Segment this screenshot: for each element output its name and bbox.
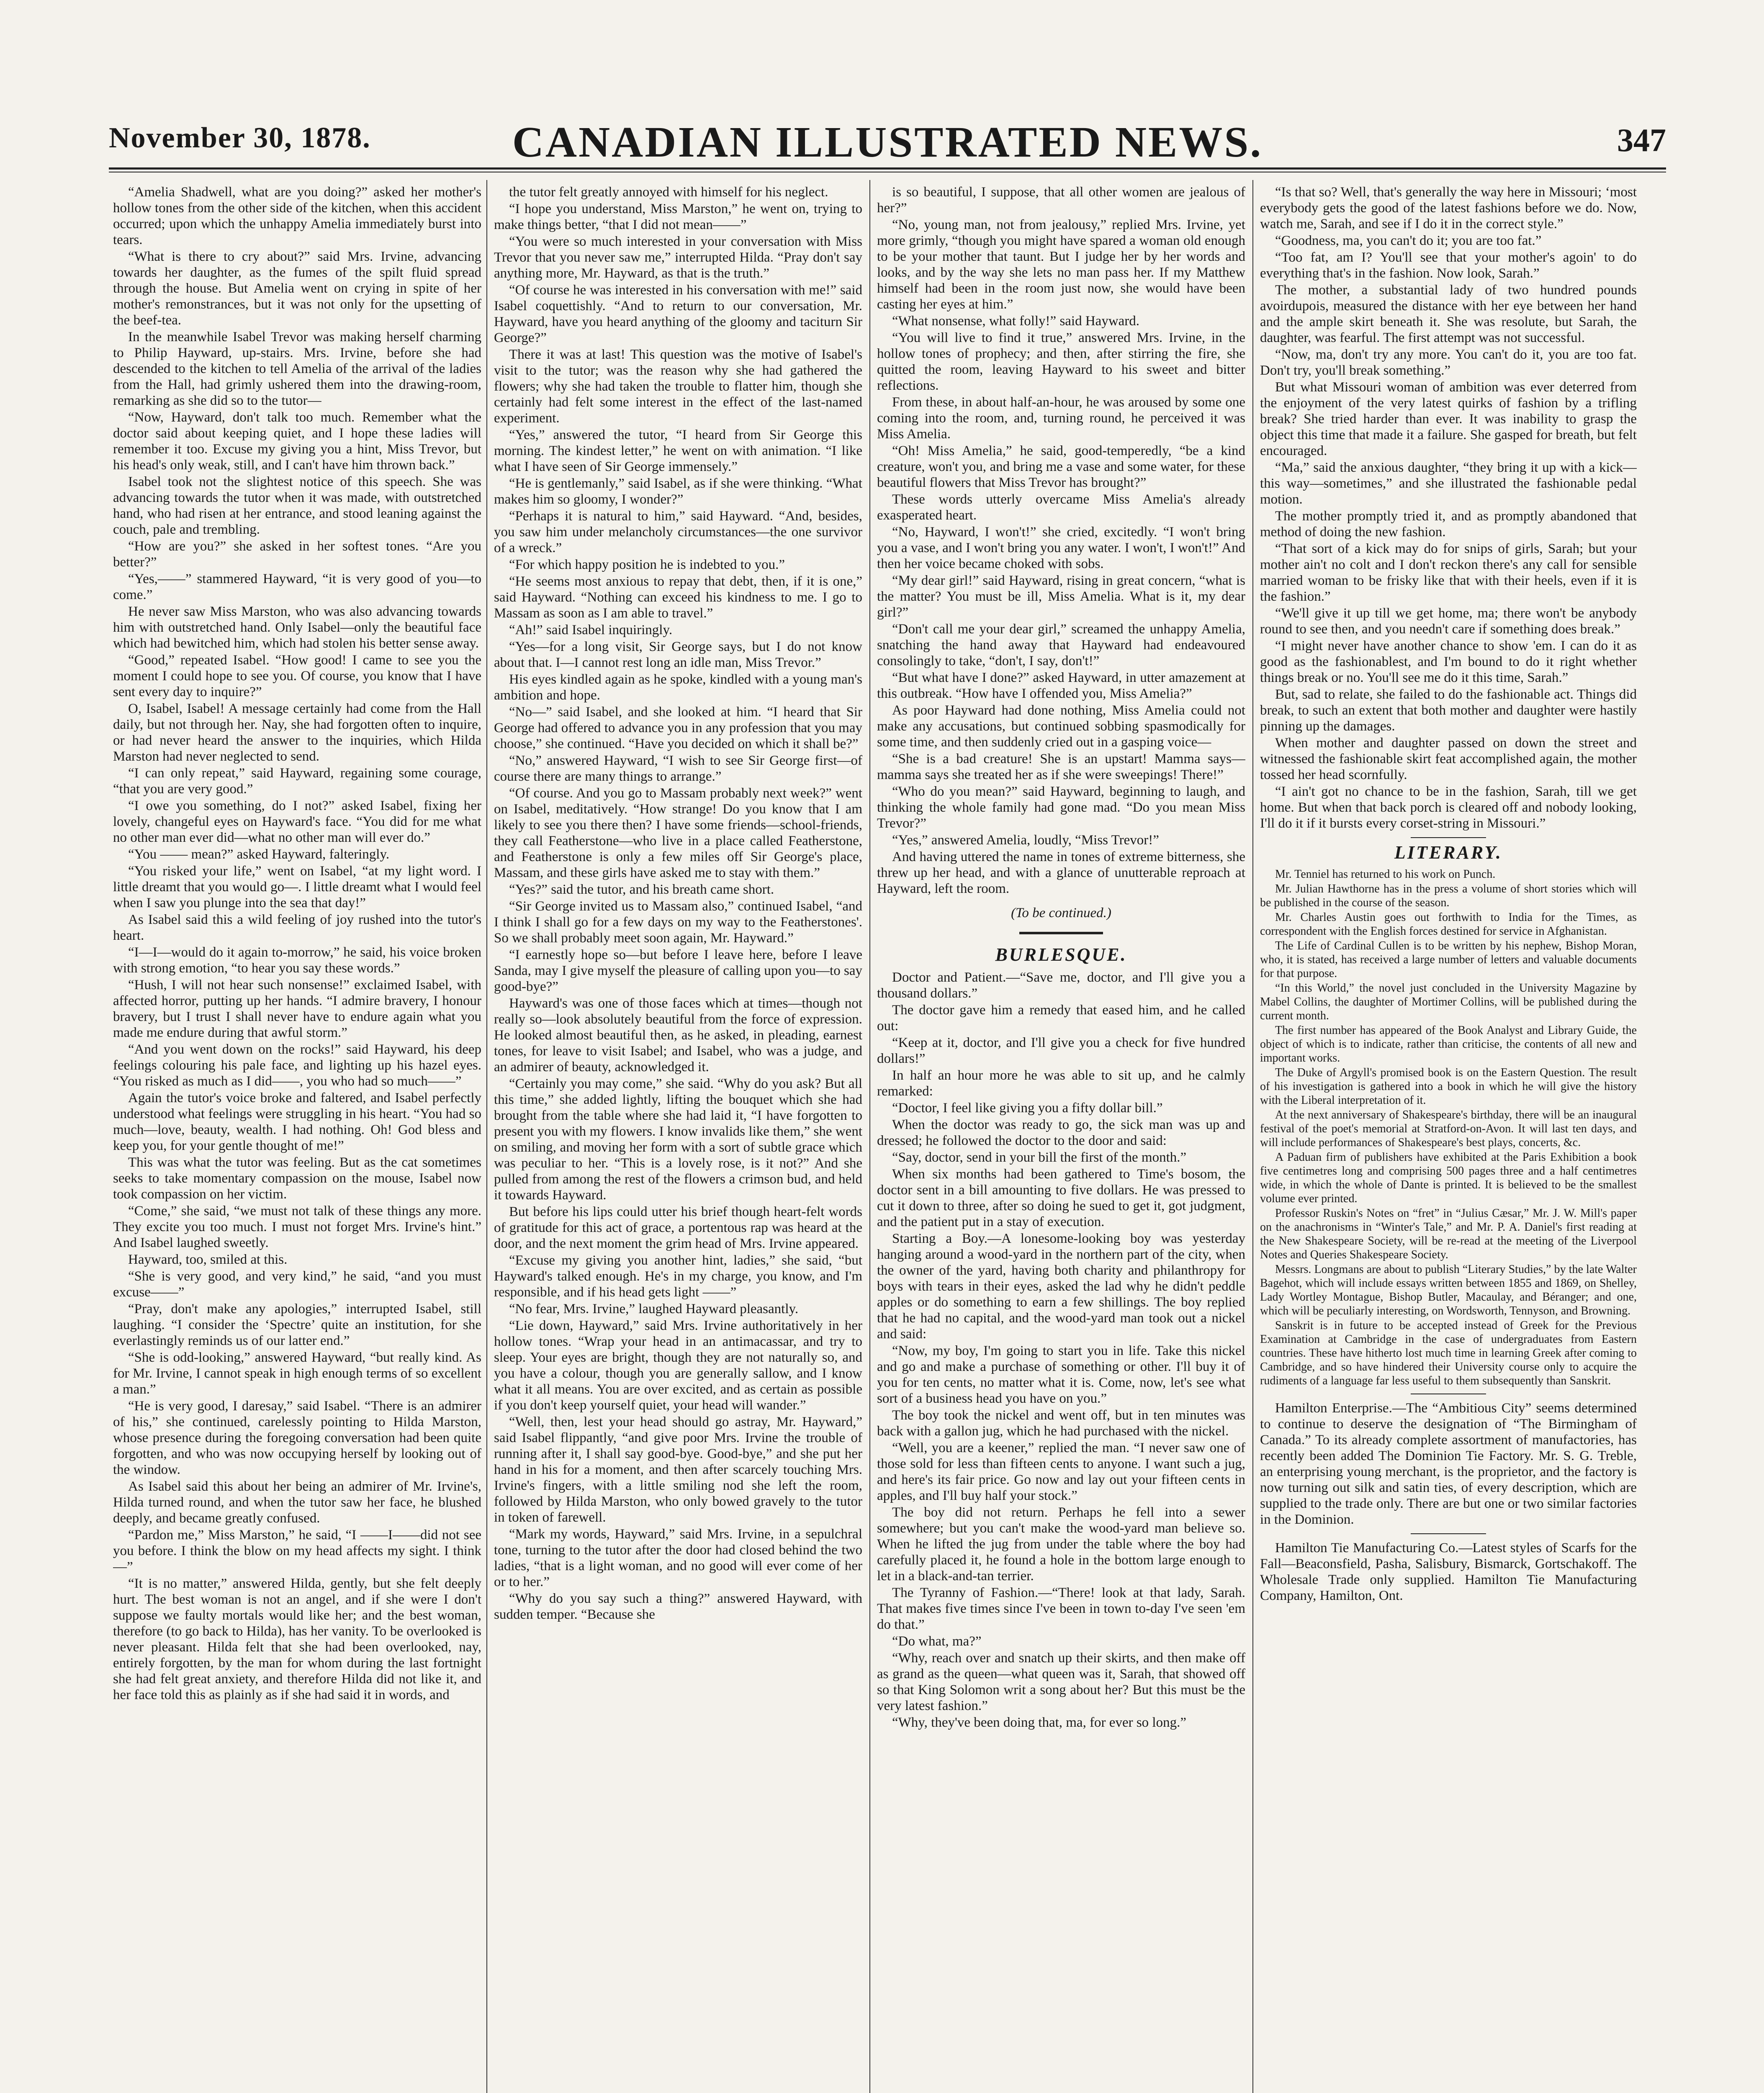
paragraph: is so beautiful, I suppose, that all other women are jealous of her?” xyxy=(877,185,1245,216)
paragraph: When the doctor was ready to go, the sick man was up and dressed; he followed the doctor to the door and said: xyxy=(877,1117,1245,1148)
paragraph: “You will live to find it true,” answered Mrs. Irvine, in the hollow tones of prophecy; and then, after stirring the fire, she quitted the room, leaving Hayward to his sweet and bitter reflections. xyxy=(877,330,1245,393)
paragraph: As poor Hayward had done nothing, Miss Amelia could not make any accusations, but continued sobbing spasmodically for some time, and then suddenly cried out in a gasping voice— xyxy=(877,703,1245,750)
paragraph: “No,” answered Hayward, “I wish to see Sir George first—of course there are many things to arrange.” xyxy=(494,753,862,784)
paragraph: Again the tutor's voice broke and faltered, and Isabel perfectly understood what feelings were struggling in his heart. “You had so much—love, beauty, wealth. I had nothing. Oh! God bless and keep you, for your gentle thought of me!” xyxy=(113,1090,481,1153)
paragraph: Messrs. Longmans are about to publish “Literary Studies,” by the late Walter Bagehot, which will include essays written between 1855 and 1869, on Shelley, Lady Wortley Montague, Bishop Butler, Macaulay, and Béranger; and one, which will be peculiarly interesting, on Wordsworth, Tennyson, and Browning. xyxy=(1260,1263,1637,1317)
paragraph: The mother, a substantial lady of two hundred pounds avoirdupois, measured the distance with her eye between her hand and the ample skirt beneath it. She was resolute, but Sarah, the daughter, was fearful. The first attempt was not successful. xyxy=(1260,283,1637,345)
paragraph: Hamilton Enterprise.—The “Ambitious City” seems determined to continue to deserve the designation of “The Birmingham of Canada.” To its already complete assortment of manufactories, has recently been added The Dominion Tie Factory. Mr. S. G. Treble, an enterprising young merchant, is the proprietor, and the factory is now turning out silk and satin ties, of every description, which are supplied to the trade only. There are but one or two similar factories in the Dominion. xyxy=(1260,1401,1637,1527)
paragraph: The first number has appeared of the Book Analyst and Library Guide, the object of which is to indicate, rather than criticise, the contents of all new and important works. xyxy=(1260,1024,1637,1064)
paragraph: “In this World,” the novel just concluded in the University Magazine by Mabel Collins, the daughter of Mortimer Collins, will be published during the current month. xyxy=(1260,982,1637,1022)
page-number: 347 xyxy=(1617,122,1666,158)
paragraph: But, sad to relate, she failed to do the fashionable act. Things did break, to such an extent that both mother and daughter were hastily pinning up the damages. xyxy=(1260,687,1637,734)
column-1 xyxy=(113,184,481,2093)
paragraph: “Now, my boy, I'm going to start you in life. Take this nickel and go and make a purchase of something or other. I'll buy it of you for ten cents, no matter what it is. Come, now, let's see what sort of a business head you have on you.” xyxy=(877,1343,1245,1406)
paragraph: “What is there to cry about?” said Mrs. Irvine, advancing towards her daughter, as the fumes of the spilt fluid spread through the house. But Amelia went on crying in spite of her mother's remonstrances, but it was not only for the upsetting of the beef-tea. xyxy=(113,249,481,328)
paragraph: Mr. Charles Austin goes out forthwith to India for the Times, as correspondent with the English forces destined for service in Afghanistan. xyxy=(1260,911,1637,938)
paragraph: Mr. Tenniel has returned to his work on Punch. xyxy=(1275,868,1496,881)
paragraph: “Perhaps it is natural to him,” said Hayward. “And, besides, you saw him under melancholy circumstances—the one survivor of a wreck.” xyxy=(494,509,862,555)
paragraph: “Of course. And you go to Massam probably next week?” went on Isabel, meditatively. “How strange! Do you know that I am likely to see you there then? I have some friends—school-friends, they call Featherstone—who live in a place called Featherstone, and Featherstone is only a few miles off Sir George's place, Massam, and these girls have asked me to stay with them.” xyxy=(494,786,862,880)
column-2 xyxy=(494,184,862,2093)
paragraph: “Why do you say such a thing?” answered Hayward, with sudden temper. “Because she xyxy=(494,1591,862,1622)
publication-title: CANADIAN ILLUSTRATED NEWS. xyxy=(512,118,1263,166)
paragraph: “Too fat, am I? You'll see that your mother's agoin' to do everything that's in the fashion. Now look, Sarah.” xyxy=(1260,250,1637,281)
paragraph: “Amelia Shadwell, what are you doing?” asked her mother's hollow tones from the other side of the kitchen, when this accident occurred; upon which the unhappy Amelia immediately burst into tears. xyxy=(113,185,481,247)
section-separator xyxy=(1411,1533,1486,1534)
paragraph: Hayward, too, smiled at this. xyxy=(128,1252,288,1267)
paragraph: “Of course he was interested in his conversation with me!” said Isabel coquettishly. “And to return to our conversation, Mr. Hayward, have you heard anything of the gloomy and taciturn Sir George?” xyxy=(494,283,862,345)
paragraph: The mother promptly tried it, and as promptly abandoned that method of doing the new fashion. xyxy=(1260,509,1637,540)
paragraph: “That sort of a kick may do for snips of girls, Sarah; but your mother ain't no colt and I don't reckon there's any call for sensible married woman to be frisky like that with their heels, even if it is the fashion.” xyxy=(1260,541,1637,604)
section-heading-burlesque: BURLESQUE. xyxy=(995,944,1127,965)
paragraph: “Now, ma, don't try any more. You can't do it, you are too fat. Don't try, you'll break something.” xyxy=(1260,347,1637,378)
column-4 xyxy=(1260,184,1637,2093)
continued-note: (To be continued.) xyxy=(1011,905,1111,921)
paragraph: “Sir George invited us to Massam also,” continued Isabel, “and I think I shall go for a few days on my way to the Featherstones'. So we shall probably meet soon again, Mr. Hayward.” xyxy=(494,899,862,946)
paragraph: Hamilton Tie Manufacturing Co.—Latest styles of Scarfs for the Fall—Beaconsfield, Pasha, Salisbury, Bismarck, Gortschakoff. The Wholesale Trade only supplied. Hamilton Tie Manufacturing Company, Hamilton, Ont. xyxy=(1260,1540,1637,1603)
paragraph: “We'll give it up till we get home, ma; there won't be anybody round to see then, and you needn't care if something does break.” xyxy=(1260,606,1637,637)
paragraph: “I might never have another chance to show 'em. I can do it as good as the fashionablest, and I'm bound to do it right whether things break or no. You'll see me do it this time, Sarah.” xyxy=(1260,638,1637,685)
paragraph: “I earnestly hope so—but before I leave here, before I leave Sanda, may I give myself the pleasure of calling upon you—to say good-bye?” xyxy=(494,947,862,994)
paragraph: “No—” said Isabel, and she looked at him. “I heard that Sir George had offered to advance you in any profession that you may choose,” she continued. “Have you decided on which it shall be?” xyxy=(494,705,862,751)
paragraph: “He seems most anxious to repay that debt, then, if it is one,” said Hayward. “Nothing can exceed his kindness to me. I go to Massam as soon as I am able to travel.” xyxy=(494,574,862,621)
paragraph: “He is very good, I daresay,” said Isabel. “There is an admirer of his,” she continued, carelessly pointing to Hilda Marston, whose presence during the foregoing conversation had been quite forgotten, and who was now occupying herself by looking out of the window. xyxy=(113,1399,481,1477)
paragraph: “Come,” she said, “we must not talk of these things any more. They excite you too much. I must not forget Mrs. Irvine's hint.” And Isabel laughed sweetly. xyxy=(113,1203,481,1250)
paragraph: “Good,” repeated Isabel. “How good! I came to see you the moment I could hope to see you. Of course, you know that I have sent every day to inquire?” xyxy=(113,653,481,699)
paragraph: The doctor gave him a remedy that eased him, and he called out: xyxy=(877,1003,1245,1034)
paragraph: “She is a bad creature! She is an upstart! Mamma says—mamma says she treated her as if she were sweepings! There!” xyxy=(877,751,1245,782)
paragraph: Hayward's was one of those faces which at times—though not really so—look absolutely beautiful from the force of expression. He looked almost beautiful then, as he asked, in pleading, earnest tones, for leave to visit Isabel; and Isabel, who was a judge, and an admirer of beauty, acknowledged it. xyxy=(494,996,862,1075)
paragraph: The boy did not return. Perhaps he fell into a sewer somewhere; but you can't make the wood-yard man believe so. When he lifted the jug from under the table where the boy had carefully placed it, he found a hole in the bottom large enough to let in a black-and-tan terrier. xyxy=(877,1505,1245,1584)
paragraph: “I ain't got no chance to be in the fashion, Sarah, till we get home. But when that back porch is cleared off and nobody looking, I'll do it if it bursts every corset-string in Missouri.” xyxy=(1260,784,1637,831)
paragraph: “She is very good, and very kind,” he said, “and you must excuse——” xyxy=(113,1269,481,1300)
paragraph: “You risked your life,” went on Isabel, “at my light word. I little dreamt that you would go—. I little dreamt what I would feel when I saw you plunge into the sea that day!” xyxy=(113,864,481,910)
paragraph: A Paduan firm of publishers have exhibited at the Paris Exhibition a book five centimetres long and comprising 500 pages three and a half centimetres wide, in which the whole of Dante is printed. It is believed to be the smallest volume ever printed. xyxy=(1260,1151,1637,1205)
paragraph: “Hush, I will not hear such nonsense!” exclaimed Isabel, with affected horror, putting up her hands. “I admire bravery, I honour bravery, but I trust I shall never have to endure again what you made me endure during that awful storm.” xyxy=(113,977,481,1040)
paragraph: “No, young man, not from jealousy,” replied Mrs. Irvine, yet more grimly, “though you might have spared a woman old enough to be your mother that taunt. But I judge her by her words and looks, and by the way she lets no man pass her. If my Matthew himself had been in the room just now, she would have been casting her eyes at him.” xyxy=(877,217,1245,312)
paragraph: “I—I—would do it again to-morrow,” he said, his voice broken with strong emotion, “to hear you say these words.” xyxy=(113,945,481,976)
paragraph: When mother and daughter passed on down the street and witnessed the fashionable skirt feat accomplished again, the mother tossed her head scornfully. xyxy=(1260,735,1637,782)
paragraph: The Tyranny of Fashion.—“There! look at that lady, Sarah. That makes five times since I've been in town to-day I've seen 'em do that.” xyxy=(877,1585,1245,1632)
paragraph: This was what the tutor was feeling. But as the cat sometimes seeks to take momentary compassion on the mouse, Isabel now took compassion on her victim. xyxy=(113,1155,481,1202)
paragraph: “Yes—for a long visit, Sir George says, but I do not know about that. I—I cannot rest long an idle man, Miss Trevor.” xyxy=(494,639,862,670)
paragraph: “I owe you something, do I not?” asked Isabel, fixing her lovely, changeful eyes on Hayward's face. “You did for me what no other man ever did—what no other man will ever do.” xyxy=(113,798,481,845)
paragraph: “Is that so? Well, that's generally the way here in Missouri; ‘most everybody gets the good of the latest fashions before we do. Now, watch me, Sarah, and see if I do it in the correct style.” xyxy=(1260,185,1637,231)
paragraph: As Isabel said this a wild feeling of joy rushed into the tutor's heart. xyxy=(113,912,481,943)
paragraph: “Pray, don't make any apologies,” interrupted Isabel, still laughing. “I consider the ‘Spectre’ quite an institution, for she everlastingly reminds us of our latter end.” xyxy=(113,1301,481,1348)
paragraph: “Lie down, Hayward,” said Mrs. Irvine authoritatively in her hollow tones. “Wrap your head in an antimacassar, and try to sleep. Your eyes are bright, though they are not naturally so, and you have a colour, though you are generally sallow, and I know what it all means. You are over excited, and as certain as possible if you don't keep yourself quiet, your head will wander.” xyxy=(494,1318,862,1413)
paragraph: But before his lips could utter his brief though heart-felt words of gratitude for this act of grace, a portentous rap was heard at the door, and the next moment the grim head of Mrs. Irvine appeared. xyxy=(494,1204,862,1251)
column-divider xyxy=(1252,180,1253,2093)
paragraph: “You were so much interested in your conversation with Miss Trevor that you never saw me,” interrupted Hilda. “Pray don't say anything more, Mr. Hayward, as that is the truth.” xyxy=(494,234,862,281)
paragraph: Starting a Boy.—A lonesome-looking boy was yesterday hanging around a wood-yard in the northern part of the city, when the owner of the yard, having both charity and philanthropy for boys with tears in their eyes, asked the lad why he didn't peddle apples or do something to earn a few shillings. The boy replied that he had no capital, and the wood-yard man took out a nickel and said: xyxy=(877,1231,1245,1342)
paragraph: In half an hour more he was able to sit up, and he calmly remarked: xyxy=(877,1068,1245,1099)
paragraph: “Goodness, ma, you can't do it; you are too fat.” xyxy=(1275,233,1542,248)
section-separator xyxy=(877,924,1245,940)
paragraph: “She is odd-looking,” answered Hayward, “but really kind. As for Mr. Irvine, I cannot speak in high enough terms of so excellent a man.” xyxy=(113,1350,481,1397)
paragraph: “Well, you are a keener,” replied the man. “I never saw one of those sold for less than fifteen cents to anyone. I want such a jug, and here's its fair price. Go now and lay out your fifteen cents in apples, and I'll buy half your stock.” xyxy=(877,1440,1245,1503)
issue-date: November 30, 1878. xyxy=(109,122,371,154)
paragraph: And having uttered the name in tones of extreme bitterness, she threw up her head, and with a glance of unutterable reproach at Hayward, left the room. xyxy=(877,849,1245,896)
paragraph: the tutor felt greatly annoyed with himself for his neglect. xyxy=(509,185,828,200)
paragraph: “Excuse my giving you another hint, ladies,” she said, “but Hayward's talked enough. He's in my charge, you know, and I'm responsible, and if his head gets light ——” xyxy=(494,1253,862,1300)
paragraph: “My dear girl!” said Hayward, rising in great concern, “what is the matter? You must be ill, Miss Amelia. What is it, my dear girl?” xyxy=(877,573,1245,620)
paragraph: “No fear, Mrs. Irvine,” laughed Hayward pleasantly. xyxy=(509,1301,799,1316)
paragraph: “For which happy position he is indebted to you.” xyxy=(509,557,785,572)
paragraph: Mr. Julian Hawthorne has in the press a volume of short stories which will be published in the course of the season. xyxy=(1260,882,1637,909)
paragraph: “Doctor, I feel like giving you a fifty dollar bill.” xyxy=(892,1100,1163,1116)
paragraph: These words utterly overcame Miss Amelia's already exasperated heart. xyxy=(877,492,1245,523)
paragraph: When six months had been gathered to Time's bosom, the doctor sent in a bill amounting to five dollars. He was pressed to cut it down to three, after so doing he sued to get it, got judgment, and the patient put in a stay of execution. xyxy=(877,1167,1245,1229)
paragraph: “Who do you mean?” said Hayward, beginning to laugh, and thinking the whole family had gone mad. “Do you mean Miss Trevor?” xyxy=(877,784,1245,831)
masthead xyxy=(109,113,1666,166)
paragraph: Professor Ruskin's Notes on “fret” in “Julius Cæsar,” Mr. J. W. Mill's paper on the anachronisms in “Winter's Tale,” and Mr. P. A. Daniel's first reading at the New Shakespeare Society, will be re-read at the meeting of the Liverpool Notes and Queries Shakespeare Society. xyxy=(1260,1207,1637,1261)
paragraph: “How are you?” she asked in her softest tones. “Are you better?” xyxy=(113,539,481,570)
paragraph: The boy took the nickel and went off, but in ten minutes was back with a gallon jug, which he had purchased with the nickel. xyxy=(877,1408,1245,1439)
paragraph: “Certainly you may come,” she said. “Why do you ask? But all this time,” she added lightly, lifting the bouquet which she had brought from the table where she had laid it, “I have forgotten to present you with my flowers. I know invalids like them,” she went on smiling, and moving her form with a sort of subtle grace which was peculiar to her. “This is a lovely rose, is it not?” And she pulled from among the rest of the flowers a crimson bud, and held it towards Hayward. xyxy=(494,1076,862,1203)
paragraph: There it was at last! This question was the motive of Isabel's visit to the tutor; was the reason why she had gathered the flowers; why she had taken the trouble to flatter him, though she certainly had felt some interest in the effect of the last-named experiment. xyxy=(494,347,862,426)
paragraph: “Yes,” answered the tutor, “I heard from Sir George this morning. The kindest letter,” he went on with animation. “I like what I have seen of Sir George immensely.” xyxy=(494,427,862,474)
paragraph: “Don't call me your dear girl,” screamed the unhappy Amelia, snatching the hand away that Hayward had endeavoured consolingly to take, “don't, I say, don't!” xyxy=(877,622,1245,669)
paragraph: “Yes,——” stammered Hayward, “it is very good of you—to come.” xyxy=(113,571,481,602)
column-divider xyxy=(869,180,870,2093)
paragraph: He never saw Miss Marston, who was also advancing towards him with outstretched hand. Only Isabel—only the beautiful face which had bewitched him, which had stolen his better sense away. xyxy=(113,604,481,651)
paragraph: “Well, then, lest your head should go astray, Mr. Hayward,” said Isabel flippantly, “and give poor Mrs. Irvine the trouble of running after it, I shall say good-bye. Good-bye,” and she put her hand in his for a moment, and then after scarcely touching Mrs. Irvine's fingers, with a little smiling nod she left the room, followed by Hilda Marston, who only bowed gravely to the tutor in token of farewell. xyxy=(494,1414,862,1525)
paragraph: “He is gentlemanly,” said Isabel, as if she were thinking. “What makes him so gloomy, I wonder?” xyxy=(494,476,862,507)
paragraph: “I hope you understand, Miss Marston,” he went on, trying to make things better, “that I did not mean——” xyxy=(494,201,862,232)
paragraph: Isabel took not the slightest notice of this speech. She was advancing towards the tutor when it was made, with outstretched hand, who had risen at her entrance, and stood leaning against the couch, pale and trembling. xyxy=(113,474,481,537)
paragraph: “Ma,” said the anxious daughter, “they bring it up with a kick—this way—sometimes,” and she illustrated the fashionable pedal motion. xyxy=(1260,460,1637,507)
paragraph: In the meanwhile Isabel Trevor was making herself charming to Philip Hayward, up-stairs. Mrs. Irvine, before she had descended to the kitchen to tell Amelia of the arrival of the ladies from the Hall, had grimly ushered them into the drawing-room, remarking as she did so to the tutor— xyxy=(113,329,481,408)
paragraph: “Pardon me,” Miss Marston,” he said, “I ——I——did not see you before. I think the blow on my head affects my sight. I think—” xyxy=(113,1527,481,1574)
paragraph: “Why, reach over and snatch up their skirts, and then make off as grand as the queen—what queen was it, Sarah, that showed off so that King Solomon writ a song about her? But this must be the very latest fashion.” xyxy=(877,1651,1245,1713)
paragraph: But what Missouri woman of ambition was ever deterred from the enjoyment of the very latest quirks of fashion by a trifling break? She tried harder than ever. It was inability to grasp the object this time that made it a failure. She gasped for breath, but felt encouraged. xyxy=(1260,380,1637,458)
section-separator xyxy=(1411,837,1486,838)
paragraph: From these, in about half-an-hour, he was aroused by some one coming into the room, and, turning round, he perceived it was Miss Amelia. xyxy=(877,395,1245,442)
paragraph: His eyes kindled again as he spoke, kindled with a young man's ambition and hope. xyxy=(494,672,862,703)
paragraph: “It is no matter,” answered Hilda, gently, but she felt deeply hurt. The best woman is not an angel, and if she were I don't suppose we faulty mortals would like her; and the best woman, therefore (to go back to Hilda), has her vanity. To be overlooked is never pleasant. Hilda felt that she had been overlooked, nay, entirely forgotten, by the man for whom during the last fortnight she had felt great anxiety, and therefore Hilda did not like it, and her face told this as plainly as if she had said it in words, and xyxy=(113,1576,481,1702)
paragraph: “Do what, ma?” xyxy=(892,1634,982,1649)
paragraph: “No, Hayward, I won't!” she cried, excitedly. “I won't bring you a vase, and I won't bring you any water. I won't, I won't!” And then her voice became choked with sobs. xyxy=(877,525,1245,571)
column-divider xyxy=(486,180,487,2093)
paragraph: “Yes,” answered Amelia, loudly, “Miss Trevor!” xyxy=(892,833,1159,848)
paragraph: “Why, they've been doing that, ma, for ever so long.” xyxy=(892,1715,1186,1730)
paragraph: “Keep at it, doctor, and I'll give you a check for five hundred dollars!” xyxy=(877,1035,1245,1066)
paragraph: “Say, doctor, send in your bill the first of the month.” xyxy=(892,1150,1187,1165)
paragraph: As Isabel said this about her being an admirer of Mr. Irvine's, Hilda turned round, and when the tutor saw her face, he blushed deeply, and became greatly confused. xyxy=(113,1479,481,1526)
paragraph: “Yes?” said the tutor, and his breath came short. xyxy=(509,882,774,897)
header-rule xyxy=(109,167,1666,170)
column-3 xyxy=(877,184,1245,2093)
paragraph: “But what have I done?” asked Hayward, in utter amazement at this outbreak. “How have I offended you, Miss Amelia?” xyxy=(877,670,1245,701)
section-heading-literary: LITERARY. xyxy=(1394,842,1503,863)
paragraph: “I can only repeat,” said Hayward, regaining some courage, “that you are very good.” xyxy=(113,766,481,797)
paragraph: “And you went down on the rocks!” said Hayward, his deep feelings colouring his pale face, and lighting up his hazel eyes. “You risked as much as I did——, you who had so much——” xyxy=(113,1042,481,1089)
paragraph: O, Isabel, Isabel! A message certainly had come from the Hall daily, but not through her. Nay, she had forgotten often to inquire, or had never heard the answer to the inquiries, which Hilda Marston had never neglected to send. xyxy=(113,701,481,764)
paragraph: Sanskrit is in future to be accepted instead of Greek for the Previous Examination at Cambridge in the case of undergraduates from Eastern countries. These have hitherto lost much time in learning Greek after coming to Cambridge, and so have hindered their University course only to acquire the rudiments of a language far less useful to them subsequently than Sanskrit. xyxy=(1260,1319,1637,1387)
paragraph: “Now, Hayward, don't talk too much. Remember what the doctor said about keeping quiet, and I hope these ladies will remember it too. Excuse my giving you a hint, Miss Trevor, but his head's only weak, still, and I can't have him thrown back.” xyxy=(113,410,481,473)
paragraph: “You —— mean?” asked Hayward, falteringly. xyxy=(128,847,390,862)
paragraph: The Duke of Argyll's promised book is on the Eastern Question. The result of his investigation is gathered into a book in which he will give the history with the Liberal interpretation of it. xyxy=(1260,1066,1637,1107)
paragraph: “Mark my words, Hayward,” said Mrs. Irvine, in a sepulchral tone, turning to the tutor after the door had closed behind the two ladies, “that is a light woman, and no good will ever come of her or to her.” xyxy=(494,1527,862,1589)
paragraph: “What nonsense, what folly!” said Hayward. xyxy=(892,314,1140,329)
paragraph: “Ah!” said Isabel inquiringly. xyxy=(509,622,673,638)
paragraph: Doctor and Patient.—“Save me, doctor, and I'll give you a thousand dollars.” xyxy=(877,970,1245,1001)
paragraph: “Oh! Miss Amelia,” he said, good-temperedly, “be a kind creature, won't you, and bring me a vase and some water, for these beautiful flowers that Miss Trevor has brought?” xyxy=(877,443,1245,490)
paragraph: At the next anniversary of Shakespeare's birthday, there will be an inaugural festival of the poet's memorial at Stratford-on-Avon. It will last ten days, and will include performances of Shakespeare's best plays, concerts, &c. xyxy=(1260,1108,1637,1149)
paragraph: The Life of Cardinal Cullen is to be written by his nephew, Bishop Moran, who, it is stated, has received a large number of letters and valuable documents for that purpose. xyxy=(1260,939,1637,980)
